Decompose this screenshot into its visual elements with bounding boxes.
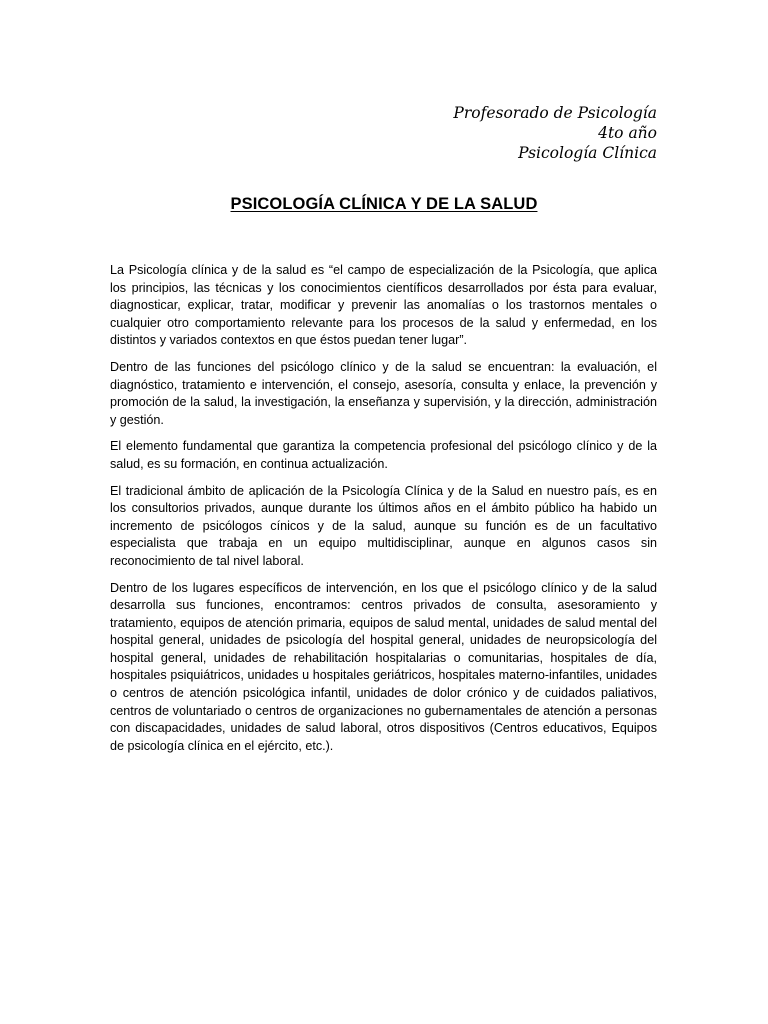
paragraph-workplaces: Dentro de los lugares específicos de intervención, en los que el psicólogo clínico y de la salud desarrolla sus funciones, encontramos: centros privados de consulta, asesoramiento y tratamiento, equipos de atención primaria, equipos de salud mental, unidades de salud mental del hospital general, unidades de psicología del hospital general, unidades de neuropsicología del hospital general, unidades de rehabilitación hospitalarias o comunitarias, hospitales de día, hospitales psiquiátricos, unidades u hospitales geriátricos, hospitales materno-infantiles, unidades o centros de atención psicológica infantil, unidades de dolor crónico y de cuidados paliativos, centros de voluntariado o centros de organizaciones no gubernamentales de atención a personas con discapacidades, unidades de salud laboral, otros dispositivos (Centros educativos, Equipos de psicología clínica en el ejército, etc.).: [110, 580, 657, 753]
course-header: [453, 103, 657, 163]
course-program: Profesorado de Psicología: [453, 104, 657, 122]
paragraph-definition: La Psicología clínica y de la salud es “el campo de especialización de la Psicología, que aplica los principios, las técnicas y los conocimientos científicos desarrollados por ésta para evaluar, diagnosticar, explicar, tratar, modificar y prevenir las anomalías o los trastornos mentales o cualquier otro comportamiento relevante para los procesos de la salud y enfermedad, en los distintos y variados contextos en que éstos puedan tener lugar”.: [110, 263, 657, 348]
paragraph-scope: El tradicional ámbito de aplicación de la Psicología Clínica y de la Salud en nuestro país, es en los consultorios privados, aunque durante los últimos años en el ámbito público ha habido un incremento de psicólogos cínicos y de la salud, aunque su función es de un facultativo especialista que trabaja en un equipo multidisciplinar, aunque en algunos casos sin reconocimiento de tal nivel laboral.: [110, 483, 657, 568]
document-body: [110, 262, 657, 764]
document-title: PSICOLOGÍA CLÍNICA Y DE LA SALUD: [230, 195, 538, 213]
course-year: 4to año: [598, 124, 657, 142]
course-subject: Psicología Clínica: [518, 144, 657, 162]
paragraph-functions: Dentro de las funciones del psicólogo clínico y de la salud se encuentran: la evaluación, el diagnóstico, tratamiento e intervención, el consejo, asesoría, consulta y enlace, la prevención y promoción de la salud, la investigación, la enseñanza y supervisión, y la dirección, administración y gestión.: [110, 359, 657, 427]
paragraph-training: El elemento fundamental que garantiza la competencia profesional del psicólogo clínico y de la salud, es su formación, en continua actualización.: [110, 439, 657, 471]
